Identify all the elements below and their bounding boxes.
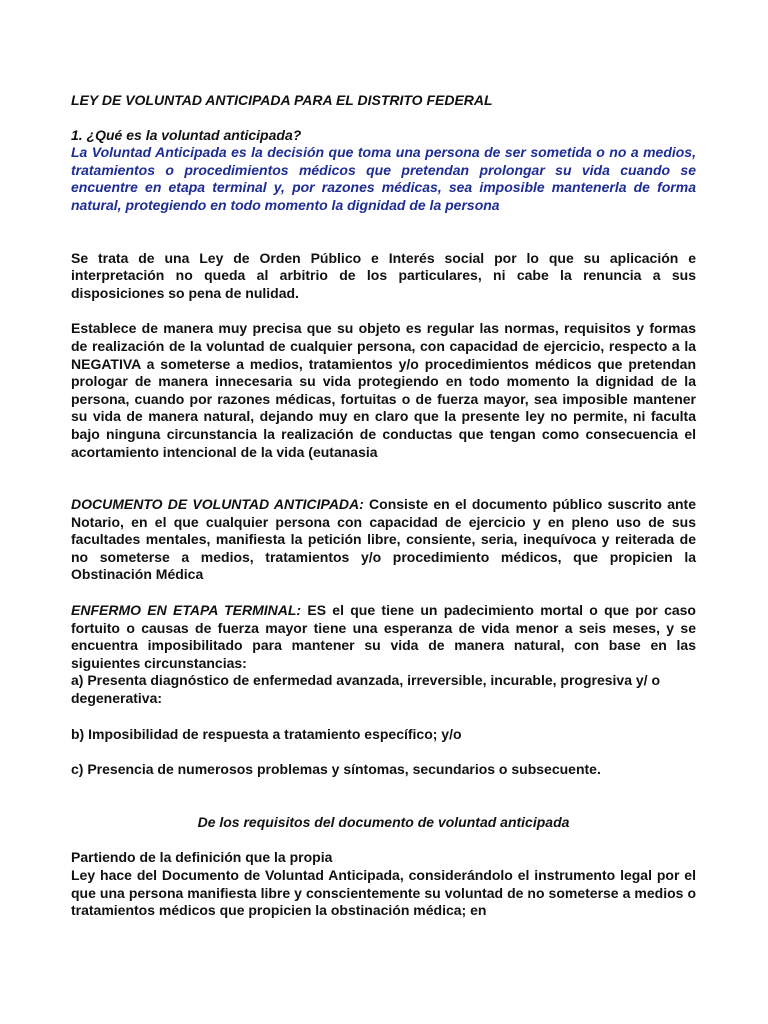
paragraph-requisitos-line1: Partiendo de la definición que la propia [71,849,333,866]
definition-documento [71,496,696,584]
paragraph-requisitos: Ley hace del Documento de Voluntad Anticipada, considerándolo el instrumento legal por el que una persona manifiesta libre y conscientemente su voluntad de no someterse a medios o tratamientos médicos que propicien la obstinación médica; en [71,867,696,919]
definition-term: ENFERMO EN ETAPA TERMINAL: [71,602,302,619]
list-item-b: b) Imposibilidad de respuesta a tratamiento específico; y/o [71,725,462,742]
spacer [71,461,696,496]
definition-term: DOCUMENTO DE VOLUNTAD ANTICIPADA: [71,496,364,513]
definition-text: Consiste en el documento público suscrito ante Notario, en el que cualquier persona con capacidad de ejercicio y en pleno uso de sus facultades mentales, manifiesta la petición libre, consiente, seria, inequívoca y reiterada de no someterse a medios, tratamientos y/o procedimiento médicos, que propicien la Obstinación Médica [71,496,696,583]
definition-text: ES el que tiene un padecimiento mortal o que por caso fortuito o causas de fuerza mayor tiene una esperanza de vida menor a seis meses, y se encuentra imposibilitado para mantener su vida de manera natural, con base en las siguientes circunstancias: [71,602,696,671]
spacer [71,215,696,250]
list-item-a: a) Presenta diagnóstico de enfermedad avanzada, irreversible, incurable, progresiva y/ o degenerativa: [71,672,660,707]
spacer [71,708,696,726]
paragraph-objeto: Establece de manera muy precisa que su objeto es regular las normas, requisitos y formas de realización de la voluntad de cualquier persona, con capacidad de ejercicio, respecto a la NEGATIVA a someterse a medios, tratamientos y/o procedimientos médicos que pretendan prologar de manera innecesaria su vida protegiendo en todo momento la dignidad de la persona, cuando por razones médicas, fortuitas o de fuerza mayor, sea imposible mantener su vida de manera natural, dejando muy en claro que la presente ley no permite, ni faculta bajo ninguna circunstancia la realización de conductas que tengan como consecuencia el acortamiento intencional de la vida (eutanasia [71,320,696,460]
list-item-c: c) Presencia de numerosos problemas y síntomas, secundarios o subsecuente. [71,761,601,778]
paragraph-orden-publico: Se trata de una Ley de Orden Público e Interés social por lo que su aplicación e interpretación no queda al arbitrio de los particulares, ni cabe la renuncia a sus disposiciones so pena de nulidad. [71,249,696,301]
spacer [71,831,696,849]
document-page [71,92,696,920]
answer-paragraph: La Voluntad Anticipada es la decisión que toma una persona de ser sometida o no a medios, tratamientos o procedimientos médicos que pretendan prolongar su vida cuando se encuentre en etapa terminal y, por razones médicas, sea imposible mantenerla de forma natural, protegiendo en todo momento la dignidad de la persona [71,144,696,213]
spacer [71,743,696,761]
spacer [71,302,696,320]
definition-enfermo [71,602,696,672]
spacer [71,779,696,814]
section-heading: De los requisitos del documento de voluntad anticipada [197,813,570,830]
question-heading: 1. ¿Qué es la voluntad anticipada? [71,126,302,143]
document-title: LEY DE VOLUNTAD ANTICIPADA PARA EL DISTRITO FEDERAL [71,92,493,108]
spacer [71,584,696,602]
